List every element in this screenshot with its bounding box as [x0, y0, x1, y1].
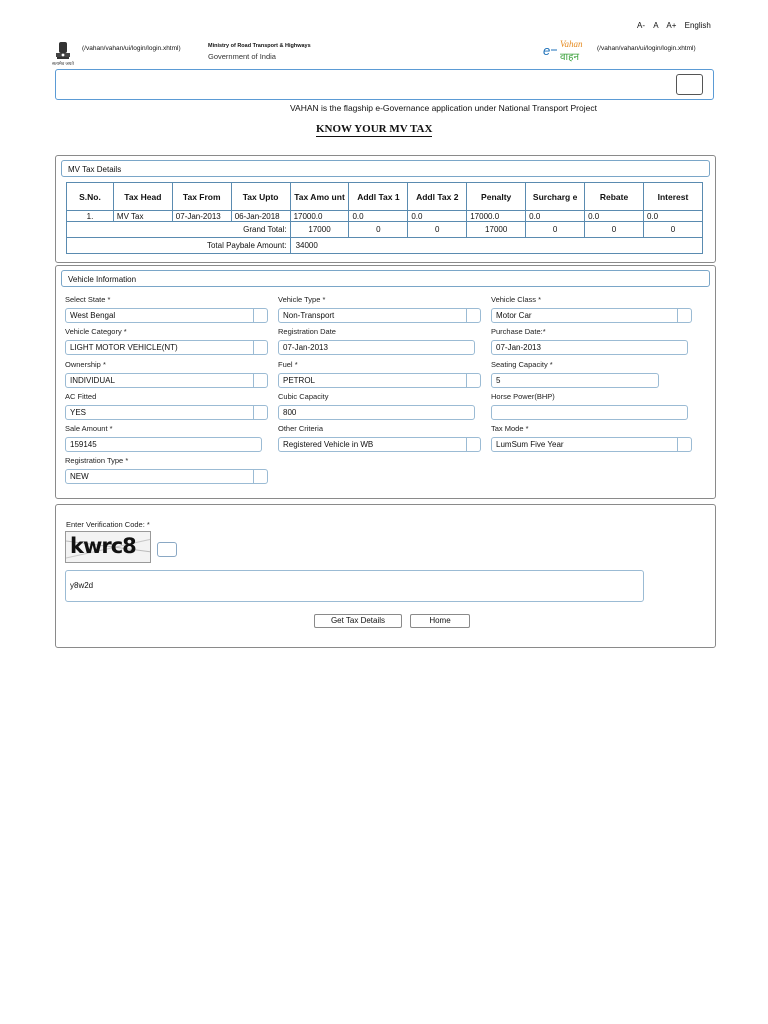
vehicle-category-dropdown[interactable]: LIGHT MOTOR VEHICLE(NT) — [65, 340, 268, 355]
svg-text:वाहन: वाहन — [560, 52, 580, 63]
cubic-capacity-label: Cubic Capacity — [278, 392, 329, 401]
emblem-caption: सत्यमेव जयते — [52, 61, 74, 66]
verification-code-input[interactable]: y8w2d — [65, 570, 644, 602]
seating-capacity-input[interactable]: 5 — [491, 373, 659, 388]
header-image-placeholder-left: (/vahan/vahan/ui/login/login.xhtml) — [82, 45, 181, 52]
tax-details-legend: MV Tax Details — [61, 160, 710, 177]
grand-total-row: Grand Total: 17000 0 0 17000 0 0 0 — [67, 222, 703, 238]
horse-power-input[interactable] — [491, 405, 688, 420]
verification-panel — [55, 504, 716, 648]
cubic-capacity-input[interactable]: 800 — [278, 405, 475, 420]
col-rebate: Rebate — [585, 183, 644, 211]
menu-bar — [55, 69, 714, 100]
tax-table — [66, 182, 703, 254]
select-state-dropdown[interactable]: West Bengal — [65, 308, 268, 323]
svg-text:e: e — [543, 43, 551, 58]
tagline: VAHAN is the flagship e-Governance application under National Transport Project — [290, 103, 597, 113]
sale-amount-input[interactable]: 159145 — [65, 437, 262, 452]
normal-font-link[interactable]: A — [653, 21, 659, 30]
vehicle-type-dropdown[interactable]: Non-Transport — [278, 308, 481, 323]
vehicle-class-label: Vehicle Class * — [491, 295, 542, 304]
purchase-date-label: Purchase Date:* — [491, 327, 546, 336]
svg-text:Vahan: Vahan — [560, 39, 583, 49]
table-row: 1. MV Tax 07-Jan-2013 06-Jan-2018 17000.0 0.0 0.0 17000.0 0.0 0.0 0.0 — [67, 211, 703, 222]
payable-label: Total Paybale Amount: — [67, 238, 291, 254]
ownership-dropdown[interactable]: INDIVIDUAL — [65, 373, 268, 388]
tax-mode-dropdown[interactable]: LumSum Five Year — [491, 437, 692, 452]
tax-details-panel — [55, 155, 716, 263]
col-interest: Interest — [643, 183, 702, 211]
ac-fitted-dropdown[interactable]: YES — [65, 405, 268, 420]
col-addl-tax-1: Addl Tax 1 — [349, 183, 408, 211]
col-sno: S.No. — [67, 183, 114, 211]
vehicle-info-legend: Vehicle Information — [61, 270, 710, 287]
horse-power-label: Horse Power(BHP) — [491, 392, 555, 401]
e-vahan-logo — [541, 37, 597, 63]
other-criteria-label: Other Criteria — [278, 424, 324, 433]
col-addl-tax-2: Addl Tax 2 — [408, 183, 467, 211]
vehicle-class-dropdown[interactable]: Motor Car — [491, 308, 692, 323]
government-name: Government of India — [208, 52, 276, 61]
payable-row — [67, 238, 703, 254]
payable-value: 34000 — [290, 238, 702, 254]
registration-type-dropdown[interactable]: NEW — [65, 469, 268, 484]
refresh-captcha-button[interactable] — [157, 542, 177, 557]
purchase-date-input[interactable]: 07-Jan-2013 — [491, 340, 688, 355]
col-tax-head: Tax Head — [113, 183, 172, 211]
menu-toggle-button[interactable] — [676, 74, 703, 95]
ac-fitted-label: AC Fitted — [65, 392, 97, 401]
select-state-label: Select State * — [65, 295, 111, 304]
registration-date-input[interactable]: 07-Jan-2013 — [278, 340, 475, 355]
ministry-name: Ministry of Road Transport & Highways — [208, 43, 311, 49]
registration-date-label: Registration Date — [278, 327, 336, 336]
ownership-label: Ownership * — [65, 360, 106, 369]
verification-code-label: Enter Verification Code: * — [66, 520, 150, 529]
col-penalty: Penalty — [467, 183, 526, 211]
seating-capacity-label: Seating Capacity * — [491, 360, 553, 369]
vehicle-info-panel — [55, 265, 716, 499]
vehicle-type-label: Vehicle Type * — [278, 295, 326, 304]
col-surcharge: Surcharg e — [526, 183, 585, 211]
col-tax-from: Tax From — [172, 183, 231, 211]
increase-font-link[interactable]: A+ — [666, 21, 677, 30]
other-criteria-dropdown[interactable]: Registered Vehicle in WB — [278, 437, 481, 452]
decrease-font-link[interactable]: A- — [637, 21, 645, 30]
language-link[interactable]: English — [684, 21, 711, 30]
tax-mode-label: Tax Mode * — [491, 424, 529, 433]
home-button[interactable]: Home — [410, 614, 470, 628]
get-tax-details-button[interactable]: Get Tax Details — [314, 614, 402, 628]
fuel-dropdown[interactable]: PETROL — [278, 373, 481, 388]
captcha-image: kwrc8 — [65, 531, 151, 563]
grand-total-label: Grand Total: — [67, 222, 291, 238]
registration-type-label: Registration Type * — [65, 456, 129, 465]
header-image-placeholder-right: (/vahan/vahan/ui/login/login.xhtml) — [597, 45, 696, 52]
vehicle-category-label: Vehicle Category * — [65, 327, 127, 336]
page-title: KNOW YOUR MV TAX — [316, 123, 433, 135]
sale-amount-label: Sale Amount * — [65, 424, 113, 433]
fuel-label: Fuel * — [278, 360, 298, 369]
col-tax-upto: Tax Upto — [231, 183, 290, 211]
col-tax-amount: Tax Amo unt — [290, 183, 349, 211]
